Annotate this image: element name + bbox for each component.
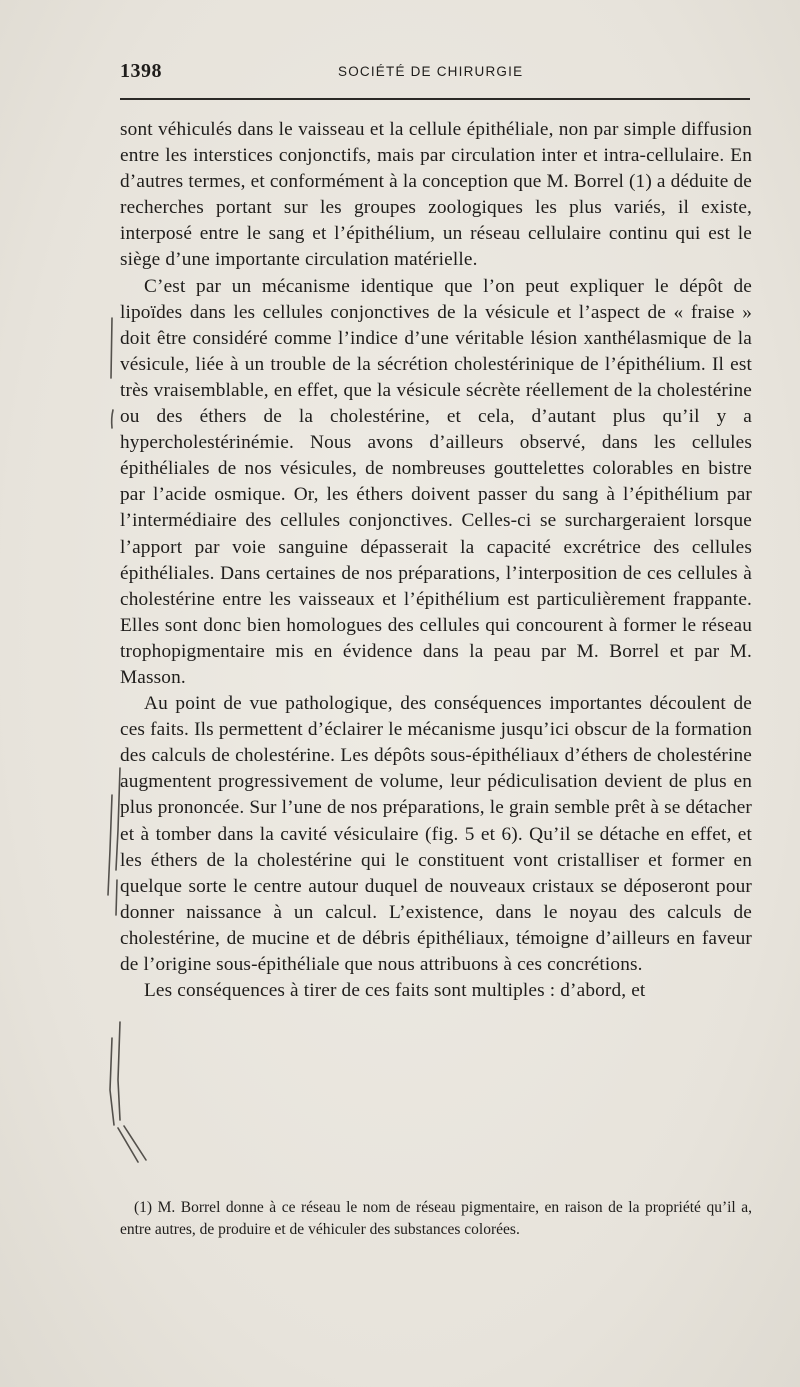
- footnote: (1) M. Borrel donne à ce réseau le nom de réseau pigmentaire, en raison de la propriété qu’il a, entre autres, de produire et de véhiculer des substances colorées.: [120, 1199, 752, 1238]
- header-rule: [120, 98, 750, 100]
- paragraph-4: Les conséquences à tirer de ces faits sont multiples : d’abord, et: [144, 980, 646, 1002]
- paragraph-2: C’est par un mécanisme identique que l’on peut expliquer le dépôt de lipoïdes dans les cellules conjonctives de la vésicule et l’aspect de « fraise » doit être considéré comme l’indice d’une véritable lésion xanthélasmique de la vésicule, liée à un trouble de la sécrétion cholestérinique de l’épithélium. Il est très vraisemblable, en effet, que la vésicule sécrète réellement de la cholestérine ou des éthers de la cholestérine, et cela, d’autant plus qu’il y a hypercholestérinémie. Nous avons d’ailleurs observé, dans les cellules épithéliales de nos vésicules, de nombreuses gouttelettes colorables en bistre par l’acide osmique. Or, les éthers doivent passer du sang à l’épithélium par l’intermédiaire des cellules conjonctives. Celles-ci se surchargeraient lorsque l’apport par voie sanguine dépasserait la capacité excrétrice des cellules épithéliales. Dans certaines de nos préparations, l’interposition de ces cellules à cholestérine entre les vaisseaux et l’épithélium est particulièrement frappante. Elles sont donc bien homologues des cellules qui concourent à former le réseau trophopigmentaire mis en évidence dans la peau par M. Borrel et par M. Masson.: [120, 275, 752, 688]
- margin-mark-bracket-2c: [116, 880, 117, 915]
- margin-mark-bracket-3a: [118, 1022, 120, 1120]
- margin-mark-bracket-2b: [108, 795, 112, 895]
- footnote-rule: [120, 1182, 220, 1183]
- paragraph-1: sont véhiculés dans le vaisseau et la cellule épithéliale, non par simple diffusion entre les interstices conjonctifs, mais par circulation inter et intra-cellulaire. En d’autres termes, et conformément à la conception que M. Borrel (1) a déduite de recherches portant sur les groupes zoologiques les plus variés, il existe, interposé entre le sang et l’épithélium, un réseau cellulaire continu qui est le siège d’une importante circulation matérielle.: [120, 119, 752, 271]
- page-number: 1398: [120, 60, 162, 82]
- margin-mark-diagonal-2: [124, 1126, 146, 1160]
- margin-mark-tick: [112, 410, 113, 428]
- body-text: [120, 117, 752, 1004]
- page-header: [120, 60, 750, 84]
- margin-mark-diagonal-1: [118, 1128, 138, 1162]
- margin-mark-bracket-3b: [110, 1038, 114, 1125]
- running-head: SOCIÉTÉ DE CHIRURGIE: [338, 64, 524, 79]
- paragraph-3: Au point de vue pathologique, des conséquences importantes découlent de ces faits. Ils permettent d’éclairer le mécanisme jusqu’ici obscur de la formation des calculs de cholestérine. Les dépôts sous-épithéliaux d’éthers de cholestérine augmentent progressivement de volume, leur pédiculisation devient de plus en plus prononcée. Sur l’une de nos préparations, le grain semble prêt à se détacher et à tomber dans la cavité vésiculaire (fig. 5 et 6). Qu’il se détache en effet, et les éthers de la cholestérine qui le constituent vont cristalliser et former en quelque sorte le centre autour duquel de nouveaux cristaux se déposeront pour donner naissance à un calcul. L’existence, dans le noyau des calculs de cholestérine, de mucine et de débris épithéliaux, témoigne d’ailleurs en faveur de l’origine sous-épithéliale que nous attribuons à ces concrétions.: [120, 693, 752, 975]
- margin-mark-bracket-1: [111, 318, 112, 378]
